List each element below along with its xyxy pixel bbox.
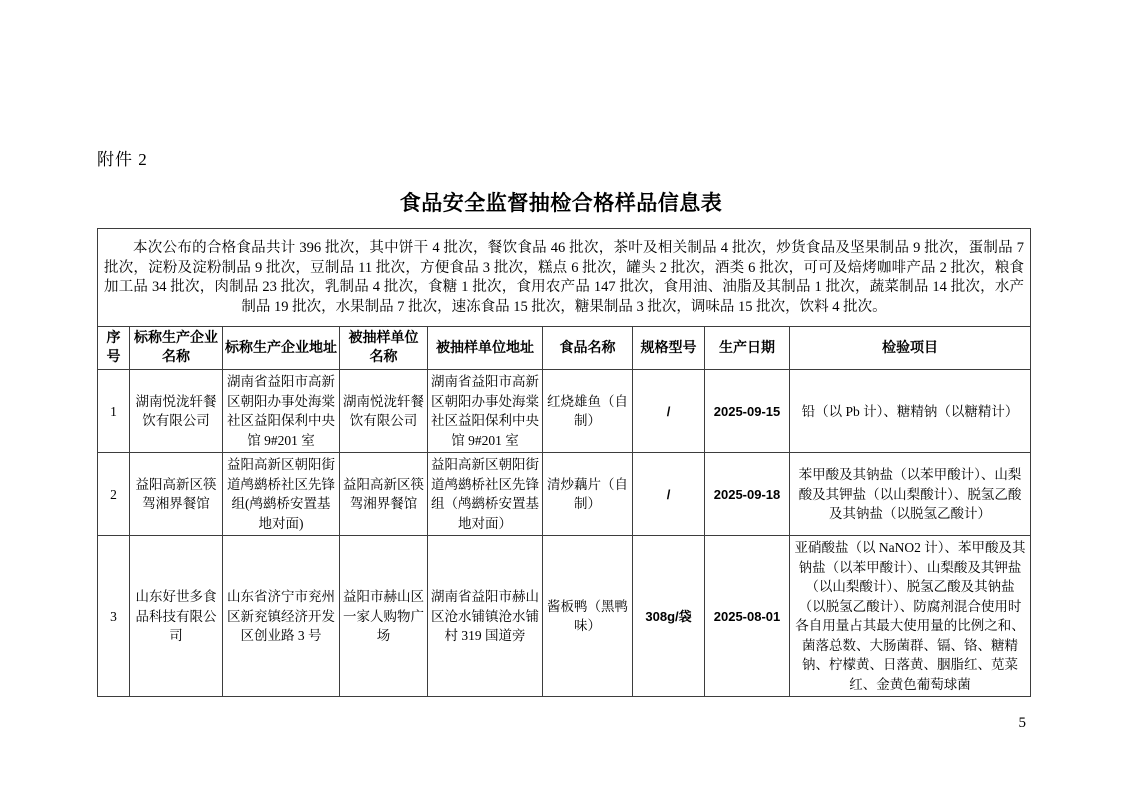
col-header-producer-name: 标称生产企业名称	[130, 327, 223, 370]
cell-sampled-address: 益阳高新区朝阳街道鸬鹚桥社区先锋组（鸬鹚桥安置基地对面）	[428, 453, 543, 536]
col-header-producer-address: 标称生产企业地址	[223, 327, 340, 370]
col-header-seq: 序号	[98, 327, 130, 370]
cell-food-name: 清炒藕片（自制）	[543, 453, 633, 536]
attachment-label: 附件 2	[97, 150, 148, 169]
cell-sampled-name: 益阳高新区筷驾湘界餐馆	[340, 453, 428, 536]
cell-spec: /	[633, 453, 705, 536]
table-row	[98, 370, 1031, 453]
cell-seq: 1	[98, 370, 130, 453]
cell-producer-name: 益阳高新区筷驾湘界餐馆	[130, 453, 223, 536]
cell-seq: 3	[98, 536, 130, 697]
page-title: 食品安全监督抽检合格样品信息表	[399, 191, 723, 215]
cell-inspection-items: 铅（以 Pb 计）、糖精钠（以糖精计）	[790, 370, 1031, 453]
table-row	[98, 453, 1031, 536]
cell-producer-address: 益阳高新区朝阳街道鸬鹚桥社区先锋组(鸬鹚桥安置基地对面)	[223, 453, 340, 536]
col-header-sampled-name: 被抽样单位名称	[340, 327, 428, 370]
summary-row	[98, 229, 1031, 327]
cell-producer-address: 湖南省益阳市高新区朝阳办事处海棠社区益阳保利中央馆 9#201 室	[223, 370, 340, 453]
cell-producer-name: 山东好世多食品科技有限公司	[130, 536, 223, 697]
cell-production-date: 2025-09-15	[705, 370, 790, 453]
cell-food-name: 酱板鸭（黑鸭味）	[543, 536, 633, 697]
cell-producer-address: 山东省济宁市兖州区新兖镇经济开发区创业路 3 号	[223, 536, 340, 697]
cell-seq: 2	[98, 453, 130, 536]
cell-producer-name: 湖南悦泷轩餐饮有限公司	[130, 370, 223, 453]
cell-sampled-name: 益阳市赫山区一家人购物广场	[340, 536, 428, 697]
col-header-food-name: 食品名称	[543, 327, 633, 370]
cell-inspection-items: 亚硝酸盐（以 NaNO2 计）、苯甲酸及其钠盐（以苯甲酸计）、山梨酸及其钾盐（以山梨酸计）、脱氢乙酸及其钠盐（以脱氢乙酸计）、防腐剂混合使用时各自用量占其最大使用量的比例之和、菌落总数、大肠菌群、镉、铬、糖精钠、柠檬黄、日落黄、胭脂红、苋菜红、金黄色葡萄球菌	[790, 536, 1031, 697]
col-header-spec: 规格型号	[633, 327, 705, 370]
col-header-sampled-address: 被抽样单位地址	[428, 327, 543, 370]
page-number: 5	[1018, 715, 1026, 731]
sample-info-table	[97, 228, 1031, 697]
cell-sampled-name: 湖南悦泷轩餐饮有限公司	[340, 370, 428, 453]
cell-food-name: 红烧雄鱼（自制）	[543, 370, 633, 453]
cell-production-date: 2025-09-18	[705, 453, 790, 536]
col-header-production-date: 生产日期	[705, 327, 790, 370]
cell-inspection-items: 苯甲酸及其钠盐（以苯甲酸计）、山梨酸及其钾盐（以山梨酸计）、脱氢乙酸及其钠盐（以脱氢乙酸计）	[790, 453, 1031, 536]
cell-production-date: 2025-08-01	[705, 536, 790, 697]
cell-spec: /	[633, 370, 705, 453]
cell-sampled-address: 湖南省益阳市高新区朝阳办事处海棠社区益阳保利中央馆 9#201 室	[428, 370, 543, 453]
cell-sampled-address: 湖南省益阳市赫山区沧水铺镇沧水铺村 319 国道旁	[428, 536, 543, 697]
table-header-row	[98, 327, 1031, 370]
col-header-inspection-items: 检验项目	[790, 327, 1031, 370]
table-row	[98, 536, 1031, 697]
cell-spec: 308g/袋	[633, 536, 705, 697]
summary-paragraph: 本次公布的合格食品共计 396 批次，其中饼干 4 批次，餐饮食品 46 批次，茶叶及相关制品 4 批次，炒货食品及坚果制品 9 批次，蛋制品 7 批次，淀粉及淀粉制品 9 批次，豆制品 11 批次，方便食品 3 批次，糕点 6 批次，罐头 2 批次，酒类 6 批次，可可及焙烤咖啡产品 2 批次，粮食加工品 34 批次，肉制品 23 批次，乳制品 4 批次，食糖 1 批次，食用农产品 147 批次，食用油、油脂及其制品 1 批次，蔬菜制品 14 批次，水产制品 19 批次，水果制品 7 批次，速冻食品 15 批次，糖果制品 3 批次，调味品 15 批次，饮料 4 批次。	[98, 229, 1031, 327]
